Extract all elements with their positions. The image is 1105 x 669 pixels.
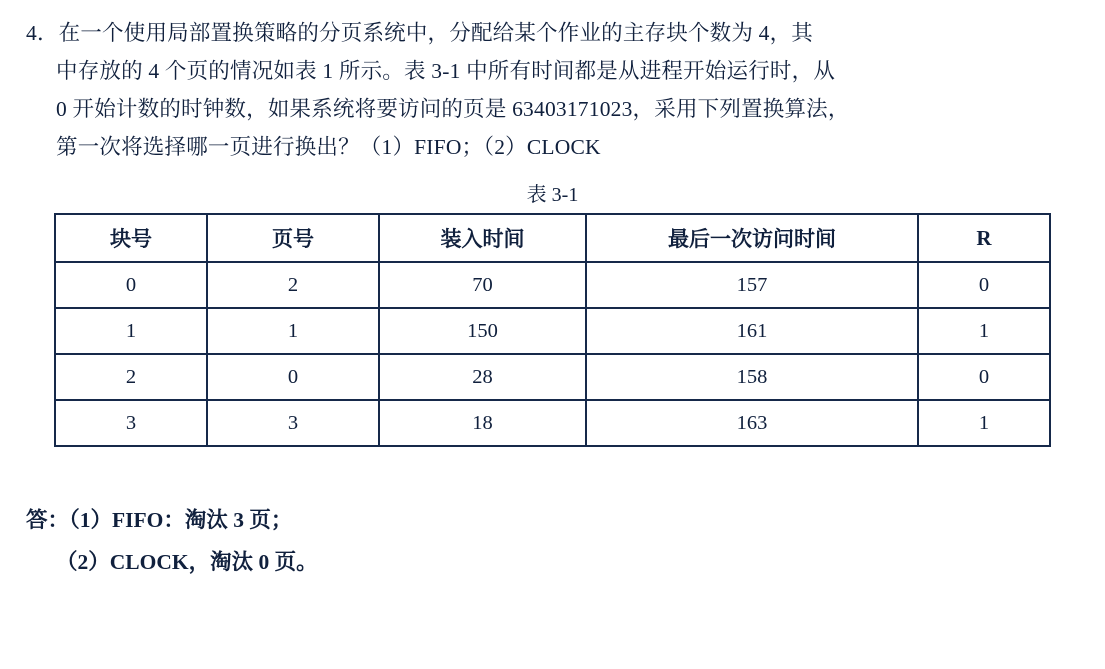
- table-header-r-bit: R: [918, 214, 1050, 262]
- question-block: [26, 14, 1079, 166]
- table-cell: 150: [379, 308, 586, 354]
- table-cell: 0: [918, 262, 1050, 308]
- table-cell: 70: [379, 262, 586, 308]
- table-cell: 3: [207, 400, 379, 446]
- table-cell: 158: [586, 354, 918, 400]
- page-frame-table: [54, 213, 1051, 447]
- table-row: [55, 400, 1050, 446]
- table-cell: 1: [207, 308, 379, 354]
- table-row: [55, 262, 1050, 308]
- table-cell: 157: [586, 262, 918, 308]
- table-header-last-access-time: 最后一次访问时间: [586, 214, 918, 262]
- table-caption: 表 3-1: [526, 184, 579, 206]
- table-cell: 0: [918, 354, 1050, 400]
- table-header-block-no: 块号: [55, 214, 207, 262]
- table-cell: 18: [379, 400, 586, 446]
- table-cell: 2: [207, 262, 379, 308]
- table-cell: 163: [586, 400, 918, 446]
- question-line-2: 中存放的 4 个页的情况如表 1 所示。表 3-1 中所有时间都是从进程开始运行时，从: [56, 59, 836, 83]
- table-header-load-time: 装入时间: [379, 214, 586, 262]
- answer-block: [26, 499, 1079, 583]
- table-cell: 2: [55, 354, 207, 400]
- table-cell: 161: [586, 308, 918, 354]
- question-line-4: 第一次将选择哪一页进行换出？（1）FIFO；（2）CLOCK: [56, 135, 601, 159]
- table-cell: 0: [55, 262, 207, 308]
- table-header-page-no: 页号: [207, 214, 379, 262]
- answer-line-2: （2）CLOCK，淘汰 0 页。: [56, 550, 318, 574]
- table-cell: 3: [55, 400, 207, 446]
- table-header-row: [55, 214, 1050, 262]
- table-cell: 0: [207, 354, 379, 400]
- question-line-1: 4．在一个使用局部置换策略的分页系统中，分配给某个作业的主存块个数为 4，其: [26, 21, 813, 45]
- answer-line-1: 答：（1）FIFO：淘汰 3 页；: [26, 508, 293, 532]
- table-cell: 1: [55, 308, 207, 354]
- table-row: [55, 354, 1050, 400]
- table-row: [55, 308, 1050, 354]
- question-line-3: 0 开始计数的时钟数，如果系统将要访问的页是 63403171023，采用下列置换算法，: [56, 97, 850, 121]
- table-cell: 28: [379, 354, 586, 400]
- table-cell: 1: [918, 308, 1050, 354]
- table-cell: 1: [918, 400, 1050, 446]
